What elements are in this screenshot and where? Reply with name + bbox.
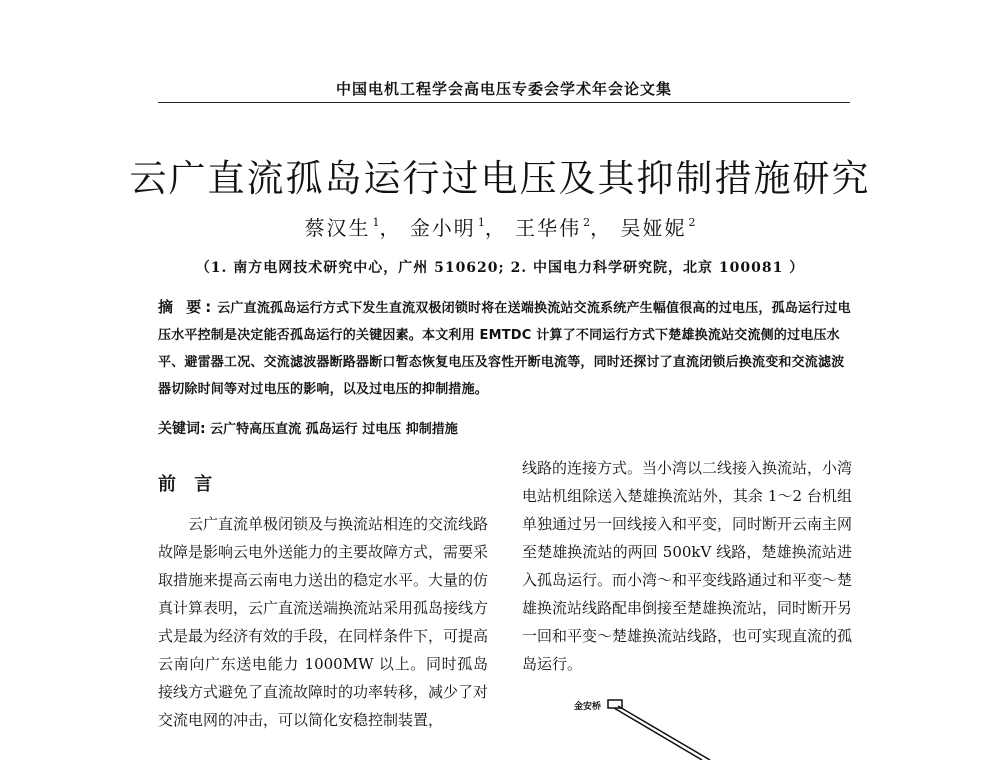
author-affil-mark: 2 (583, 216, 591, 229)
author-name: 王华伟 (515, 216, 582, 240)
author-separator: ， (590, 216, 613, 240)
keywords-label: 关键词: (158, 421, 206, 437)
author-name: 吴娅妮 (620, 216, 687, 240)
author-affil-mark: 1 (477, 216, 485, 229)
header-rule (158, 102, 850, 103)
author-affil-mark: 1 (372, 216, 380, 229)
author-separator: ， (484, 216, 507, 240)
abstract-label: 摘 要: (158, 298, 216, 316)
network-diagram-figure (540, 690, 740, 760)
author-name: 蔡汉生 (304, 216, 371, 240)
body-left-column: 云广直流单极闭锁及与换流站相连的交流线路故障是影响云电外送能力的主要故障方式，需要采取措施来提高云南电力送出的稳定水平。大量的仿真计算表明，云广直流送端换流站采用孤岛接线方式是最为经济有效的手段，在同样条件下，可提高云南向广东送电能力 1000MW 以上。同时孤岛接线方式避免了直流故障时的功率转移，减少了对交流电网的冲击，可以简化安稳控制装置， (158, 515, 489, 729)
paper-title: 云广直流孤岛运行过电压及其抑制措施研究 (129, 157, 871, 200)
figure-node-label: 金安桥 (574, 702, 602, 712)
author-name: 金小明 (409, 216, 476, 240)
author-separator: ， (379, 216, 402, 240)
abstract (158, 294, 852, 403)
figure-line (618, 706, 710, 760)
affiliations: （1. 南方电网技术研究中心，广州 510620; 2. 中国电力科学研究院，北京 100081 ） (195, 260, 805, 276)
body-right-column: 线路的连接方式。当小湾以二线接入换流站，小湾电站机组除送入楚雄换流站外，其余 1～2 台机组单独通过另一回线接入和平变，同时断开云南主网至楚雄换流站的两回 500kV 线路，楚雄换流站进入孤岛运行。而小湾～和平变线路通过和平变～楚雄换流站线路配串倒接至楚雄换流站，同时断开另一回和平变～楚雄换流站线路，也可实现直流的孤岛运行。 (522, 459, 853, 673)
running-header: 中国电机工程学会高电压专委会学术年会论文集 (335, 80, 672, 98)
author-list (200, 212, 800, 241)
abstract-text: 云广直流孤岛运行方式下发生直流双极闭锁时将在送端换流站交流系统产生幅值很高的过电压，孤岛运行过电压水平控制是决定能否孤岛运行的关键因素。本文利用 EMTDC 计算了不同运行方式下楚雄换流站交流侧的过电压水平、避雷器工况、交流滤波器断路器断口暂态恢复电压及容性开断电流等，同时还探讨了直流闭锁后换流变和交流滤波器切除时间等对过电压的影响，以及过电压的抑制措施。 (158, 301, 851, 397)
keywords (158, 418, 852, 438)
section-heading: 前 言 (158, 474, 219, 495)
author-affil-mark: 2 (688, 216, 696, 229)
keywords-text: 云广特高压直流 孤岛运行 过电压 抑制措施 (210, 422, 458, 437)
figure-line (614, 708, 702, 760)
